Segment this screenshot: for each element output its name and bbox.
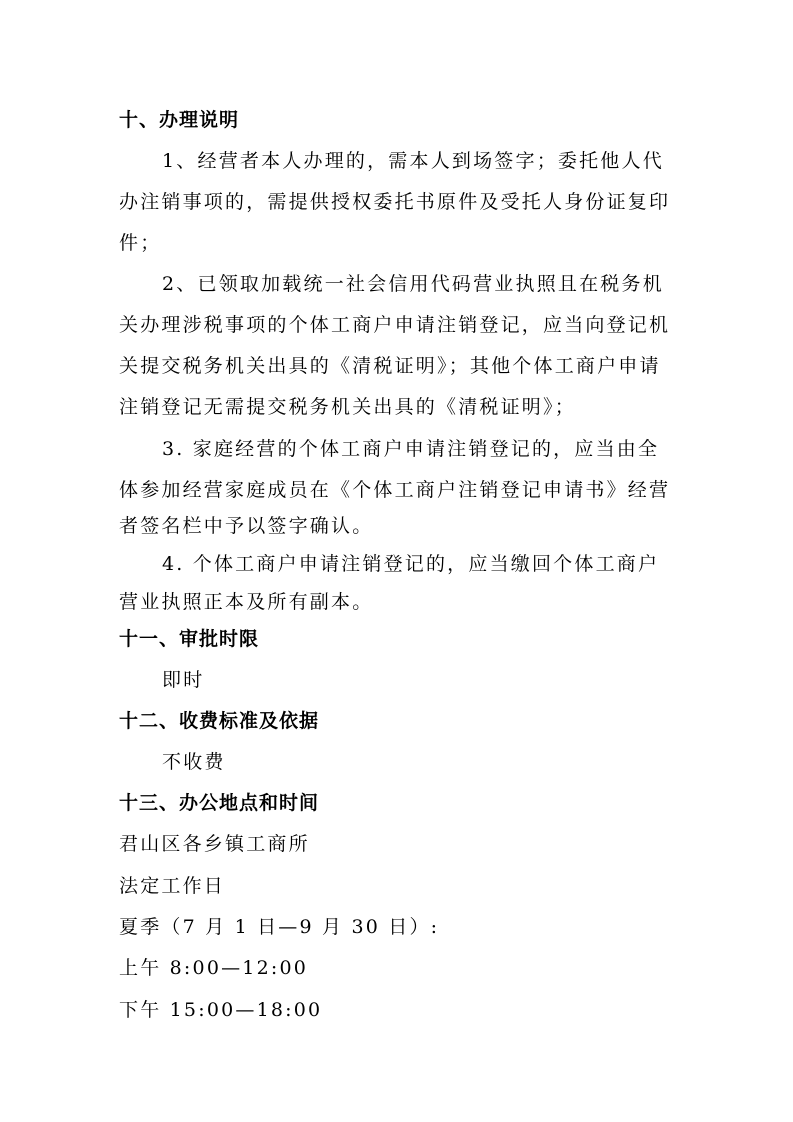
item-2-line-3: 关提交税务机关出具的《清税证明》；其他个体工商户申请 bbox=[119, 355, 661, 377]
approval-time-value: 即时 bbox=[162, 669, 205, 691]
morning-hours: 上午 8:00—12:00 bbox=[119, 957, 309, 979]
item-2-line-1: 2、已领取加载统一社会信用代码营业执照且在税务机 bbox=[162, 273, 664, 295]
office-workdays: 法定工作日 bbox=[119, 875, 226, 897]
section-10-heading: 十、办理说明 bbox=[119, 109, 240, 131]
item-1-line-2: 办注销事项的，需提供授权委托书原件及受托人身份证复印 bbox=[119, 191, 671, 213]
item-3-line-3: 者签名栏中予以签字确认。 bbox=[119, 515, 374, 537]
item-2-line-4: 注销登记无需提交税务机关出具的《清税证明》； bbox=[119, 396, 576, 418]
item-4-line-2: 营业执照正本及所有副本。 bbox=[119, 591, 374, 613]
section-12-heading: 十二、收费标准及依据 bbox=[119, 710, 320, 732]
fee-value: 不收费 bbox=[162, 751, 226, 773]
item-3-line-2: 体参加经营家庭成员在《个体工商户注销登记申请书》经营 bbox=[119, 479, 671, 501]
section-11-heading: 十一、审批时限 bbox=[119, 628, 260, 650]
item-1-line-1: 1、经营者本人办理的，需本人到场签字；委托他人代 bbox=[162, 150, 664, 172]
item-2-line-2: 关办理涉税事项的个体工商户申请注销登记，应当向登记机 bbox=[119, 314, 671, 336]
office-location: 君山区各乡镇工商所 bbox=[119, 833, 310, 855]
section-13-heading: 十三、办公地点和时间 bbox=[119, 792, 320, 814]
afternoon-hours: 下午 15:00—18:00 bbox=[119, 999, 323, 1021]
item-3-line-1: 3. 家庭经营的个体工商户申请注销登记的，应当由全 bbox=[162, 438, 660, 460]
item-4-line-1: 4. 个体工商户申请注销登记的，应当缴回个体工商户 bbox=[162, 553, 660, 575]
summer-period: 夏季（7 月 1 日—9 月 30 日）: bbox=[119, 916, 440, 938]
item-1-line-3: 件； bbox=[119, 232, 162, 254]
